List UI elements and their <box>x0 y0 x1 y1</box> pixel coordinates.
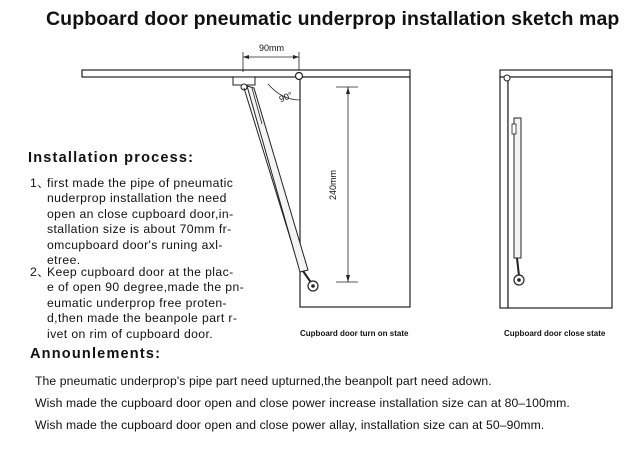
closed-door-panel <box>508 77 612 308</box>
closed-top-board <box>500 70 612 77</box>
step-line: eumatic underprop free proten- <box>47 295 228 310</box>
step-line: e of open 90 degree,made the pn- <box>47 280 245 295</box>
step-line: etree. <box>47 252 81 267</box>
cabinet-top-board <box>82 70 410 77</box>
caption-open-state: Cupboard door turn on state <box>300 329 409 338</box>
open-door-panel <box>300 77 410 307</box>
announcement-item: Wish made the cupboard door open and close power allay, installation size can at 50–90mm. <box>35 418 545 432</box>
announcement-item: Wish made the cupboard door open and close power increase installation size can at 80–100mm. <box>35 396 570 410</box>
step-line: Keep cupboard door at the plac- <box>47 265 234 279</box>
gas-strut-cylinder <box>247 86 308 272</box>
dimension-240mm-label: 240mm <box>328 169 339 201</box>
step-number: 1、 <box>30 176 50 190</box>
installation-process-heading: Installation process: <box>28 150 195 166</box>
step-line: omcupboard door's runing axl- <box>47 237 223 252</box>
announcements-heading: Announlements: <box>30 346 162 362</box>
door-hinge <box>296 73 303 80</box>
step-line: stallation size is about 70mm fr- <box>47 222 232 237</box>
closed-state-figure <box>500 70 612 308</box>
step-number: 2、 <box>30 265 50 279</box>
step-line: d,then made the beanpole part r- <box>47 311 238 326</box>
step-line: open an close cupboard door,in- <box>47 206 234 221</box>
step-line: first made the pipe of pneumatic <box>47 176 234 190</box>
dimension-90mm-label: 90mm <box>259 43 285 53</box>
caption-closed-state: Cupboard door close state <box>504 329 606 338</box>
step-line: ivet on rim of cupboard door. <box>47 326 214 341</box>
angle-90-label: 90° <box>277 89 295 105</box>
page-title: Cupboard door pneumatic underprop installation sketch map <box>46 8 620 30</box>
closed-side-panel <box>500 77 508 308</box>
closed-strut-cylinder <box>514 118 521 258</box>
step-line: nuderprop installation the need <box>47 191 227 206</box>
announcement-item: The pneumatic underprop's pipe part need upturned,the beanpolt part need adown. <box>35 374 492 388</box>
